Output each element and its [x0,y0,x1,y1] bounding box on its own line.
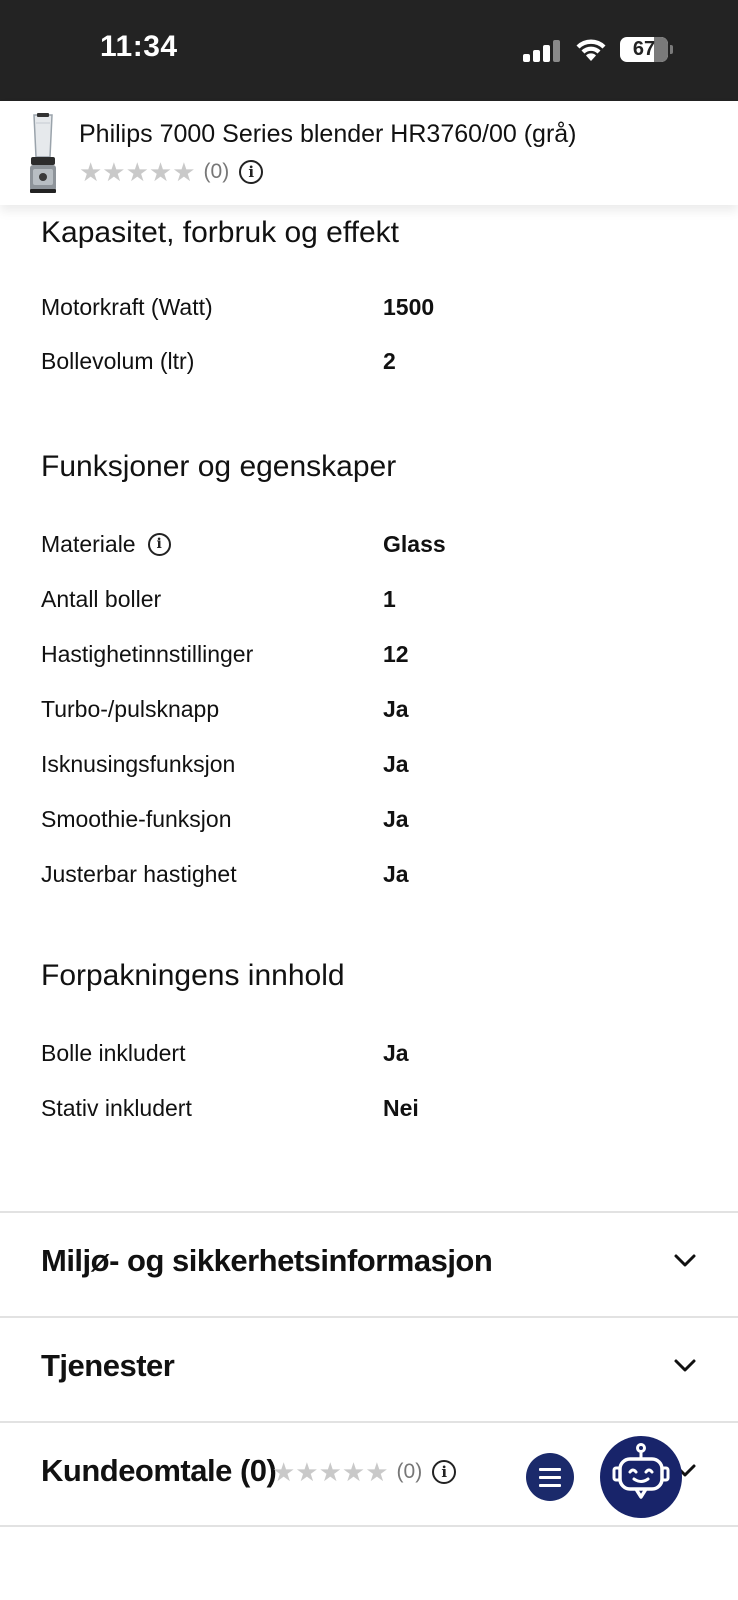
section-heading: Funksjoner og egenskaper [41,450,397,483]
section-heading: Forpakningens innhold [41,959,345,992]
accordion-title[interactable]: Kundeomtale (0) [41,1453,277,1488]
accordion-title[interactable]: Miljø- og sikkerhetsinformasjon [41,1243,493,1278]
rating-stars: ★★★★★ [272,1457,389,1487]
spec-section-package [41,959,701,1121]
divider [0,1525,738,1527]
accordion-environment-safety[interactable] [0,1211,738,1315]
spec-row [41,294,701,324]
spec-row [41,348,701,378]
spec-value: 1500 [383,294,435,320]
spec-label: Stativ inkludert [41,1095,192,1121]
spec-row [41,1040,701,1070]
accordion-services[interactable] [0,1316,738,1420]
spec-value: 12 [383,641,409,667]
product-rating[interactable] [79,159,263,185]
review-rating [272,1459,456,1485]
spec-label [41,531,171,558]
spec-row [41,1095,701,1125]
spec-label: Motorkraft (Watt) [41,294,213,320]
spec-label: Justerbar hastighet [41,861,237,887]
spec-value: 2 [383,348,396,374]
status-bar [0,0,738,101]
spec-label: Isknusingsfunksjon [41,751,236,777]
spec-row [41,861,701,891]
info-icon[interactable]: i [148,533,171,556]
menu-button[interactable] [526,1453,574,1501]
product-title[interactable]: Philips 7000 Series blender HR3760/00 (grå) [79,120,577,148]
spec-row [41,641,701,671]
spec-value: Ja [383,1040,409,1066]
cellular-signal-icon [523,40,561,62]
accordion-title[interactable]: Tjenester [41,1348,175,1383]
spec-label-text: Materiale [41,531,136,557]
status-time: 11:34 [100,30,178,63]
spec-value: Ja [383,861,409,887]
spec-row [41,586,701,616]
spec-label: Turbo-/pulsknapp [41,696,220,722]
rating-count: (0) [203,160,230,183]
spec-value: Nei [383,1095,419,1121]
chatbot-button[interactable] [600,1436,682,1518]
spec-row [41,751,701,781]
spec-label: Antall boller [41,586,162,612]
spec-label: Bollevolum (ltr) [41,348,195,374]
battery-level: 67 [632,38,656,60]
spec-section-capacity [41,216,701,374]
spec-label: Bolle inkludert [41,1040,186,1066]
spec-value: Ja [383,751,409,777]
wifi-icon [574,36,608,62]
spec-value: 1 [383,586,396,612]
info-icon[interactable]: i [239,160,263,184]
robot-icon [600,1436,682,1518]
spec-section-features [41,450,701,887]
spec-label: Smoothie-funksjon [41,806,232,832]
spec-row [41,531,701,561]
product-thumbnail[interactable] [22,111,64,195]
chevron-down-icon[interactable] [673,1253,697,1269]
chevron-down-icon[interactable] [673,1358,697,1374]
product-header[interactable] [0,101,738,205]
spec-row [41,806,701,836]
rating-stars: ★★★★★ [79,157,196,187]
spec-value: Glass [383,531,446,557]
section-heading: Kapasitet, forbruk og effekt [41,216,399,249]
spec-value: Ja [383,806,409,832]
info-icon[interactable]: i [432,1460,456,1484]
spec-label: Hastighetinnstillinger [41,641,254,667]
spec-value: Ja [383,696,409,722]
battery-icon [620,37,672,62]
spec-row [41,696,701,726]
rating-count: (0) [396,1460,423,1483]
